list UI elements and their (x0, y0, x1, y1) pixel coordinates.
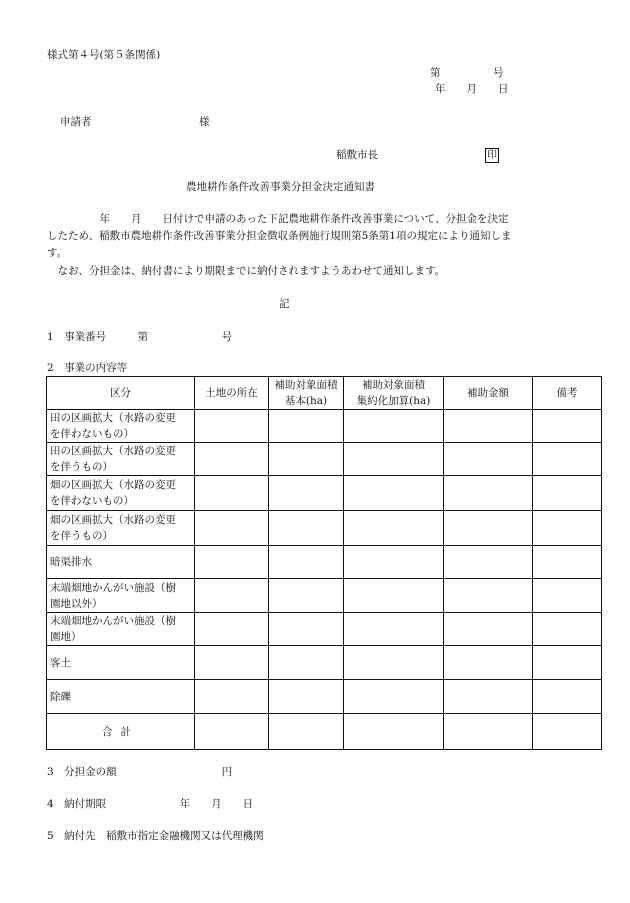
item-payment-destination: 5 納付先 稲敷市指定金融機関又は代理機関 (47, 830, 264, 842)
table-row (47, 646, 602, 680)
table-row (47, 680, 602, 714)
cell-location (195, 579, 269, 613)
body-line-1: 年 月 日付けで申請のあった下記農地耕作条件改善事業について、分担金を決定 (47, 213, 509, 225)
cell-area-consolidation (344, 511, 444, 546)
cell-location (195, 476, 269, 511)
row-category: 田の区画拡大（水路の変更 を伴うもの） (47, 443, 195, 476)
cell-subsidy (444, 646, 533, 680)
cell-location (195, 410, 269, 443)
row-category: 除礫 (47, 680, 195, 714)
cell-area-consolidation (344, 680, 444, 714)
row-category: 田の区画拡大（水路の変更 を伴わないもの） (47, 410, 195, 443)
issuer-name: 稲敷市長 (336, 149, 378, 161)
document-date: 年 月 日 (435, 83, 509, 95)
applicant-label: 申請者 (60, 116, 92, 128)
cell-location (195, 714, 269, 750)
body-paragraph-2: なお、分担金は、納付書により期限までに納付されますようあわせて通知します。 (47, 265, 446, 277)
cell-area-consolidation (344, 410, 444, 443)
item-project-content: 2 事業の内容等 (47, 362, 128, 374)
cell-area-base (269, 443, 344, 476)
cell-area-consolidation (344, 546, 444, 579)
cell-area-base (269, 579, 344, 613)
form-label: 様式第４号(第５条関係) (47, 49, 161, 61)
cell-area-base (269, 546, 344, 579)
table-row (47, 579, 602, 613)
cell-remarks (533, 613, 602, 646)
total-label: 合計 (47, 714, 195, 750)
header-area-consolidation: 補助対象面積 集約化加算(ha) (344, 377, 444, 410)
cell-subsidy (444, 443, 533, 476)
cell-area-base (269, 714, 344, 750)
body-line-3: す。 (47, 247, 68, 259)
cell-subsidy (444, 476, 533, 511)
table-total-row (47, 714, 602, 750)
header-remarks: 備考 (533, 377, 602, 410)
header-location: 土地の所在 (195, 377, 269, 410)
table-row (47, 410, 602, 443)
document-number: 第 号 (430, 67, 504, 79)
cell-area-consolidation (344, 579, 444, 613)
header-area-base: 補助対象面積 基本(ha) (269, 377, 344, 410)
cell-remarks (533, 410, 602, 443)
body-paragraph-1 (47, 211, 547, 262)
cell-subsidy (444, 613, 533, 646)
table-row (47, 511, 602, 546)
cell-location (195, 680, 269, 714)
row-category: 暗渠排水 (47, 546, 195, 579)
table-row (47, 546, 602, 579)
document-title: 農地耕作条件改善事業分担金決定通知書 (186, 181, 375, 193)
cell-area-base (269, 511, 344, 546)
header-subsidy: 補助金額 (444, 377, 533, 410)
cell-remarks (533, 443, 602, 476)
cell-area-base (269, 680, 344, 714)
ki-heading: 記 (279, 298, 290, 310)
table-header-row (47, 377, 602, 410)
cell-area-consolidation (344, 646, 444, 680)
cell-location (195, 646, 269, 680)
item-project-number: 1 事業番号 第 号 (47, 331, 233, 343)
item-contribution-amount: 3 分担金の額 円 (47, 766, 233, 778)
cell-area-consolidation (344, 714, 444, 750)
cell-area-consolidation (344, 476, 444, 511)
cell-subsidy (444, 680, 533, 714)
cell-subsidy (444, 714, 533, 750)
cell-location (195, 511, 269, 546)
cell-remarks (533, 476, 602, 511)
cell-area-consolidation (344, 443, 444, 476)
cell-subsidy (444, 511, 533, 546)
cell-remarks (533, 714, 602, 750)
cell-remarks (533, 680, 602, 714)
table-row (47, 613, 602, 646)
header-category: 区分 (47, 377, 195, 410)
cell-remarks (533, 646, 602, 680)
row-category: 客土 (47, 646, 195, 680)
cell-subsidy (444, 579, 533, 613)
applicant-honorific: 様 (199, 116, 210, 128)
row-category: 畑の区画拡大（水路の変更 を伴わないもの） (47, 476, 195, 511)
cell-area-base (269, 613, 344, 646)
cell-location (195, 546, 269, 579)
cell-location (195, 443, 269, 476)
body-line-2: したため、稲敷市農地耕作条件改善事業分担金徴収条例施行規則第5条第1項の規定により通知しま (47, 230, 512, 242)
cell-area-consolidation (344, 613, 444, 646)
cell-area-base (269, 476, 344, 511)
cell-subsidy (444, 410, 533, 443)
cell-remarks (533, 579, 602, 613)
item-payment-deadline: 4 納付期限 年 月 日 (47, 798, 254, 810)
seal-mark: 印 (487, 150, 497, 161)
cell-remarks (533, 511, 602, 546)
table-row (47, 476, 602, 511)
table-row (47, 443, 602, 476)
cell-subsidy (444, 546, 533, 579)
row-category: 末端畑地かんがい施設（樹 園地） (47, 613, 195, 646)
cell-remarks (533, 546, 602, 579)
row-category: 畑の区画拡大（水路の変更 を伴うもの） (47, 511, 195, 546)
row-category: 末端畑地かんがい施設（樹 園地以外） (47, 579, 195, 613)
project-content-table (46, 376, 602, 750)
cell-location (195, 613, 269, 646)
cell-area-base (269, 410, 344, 443)
cell-area-base (269, 646, 344, 680)
